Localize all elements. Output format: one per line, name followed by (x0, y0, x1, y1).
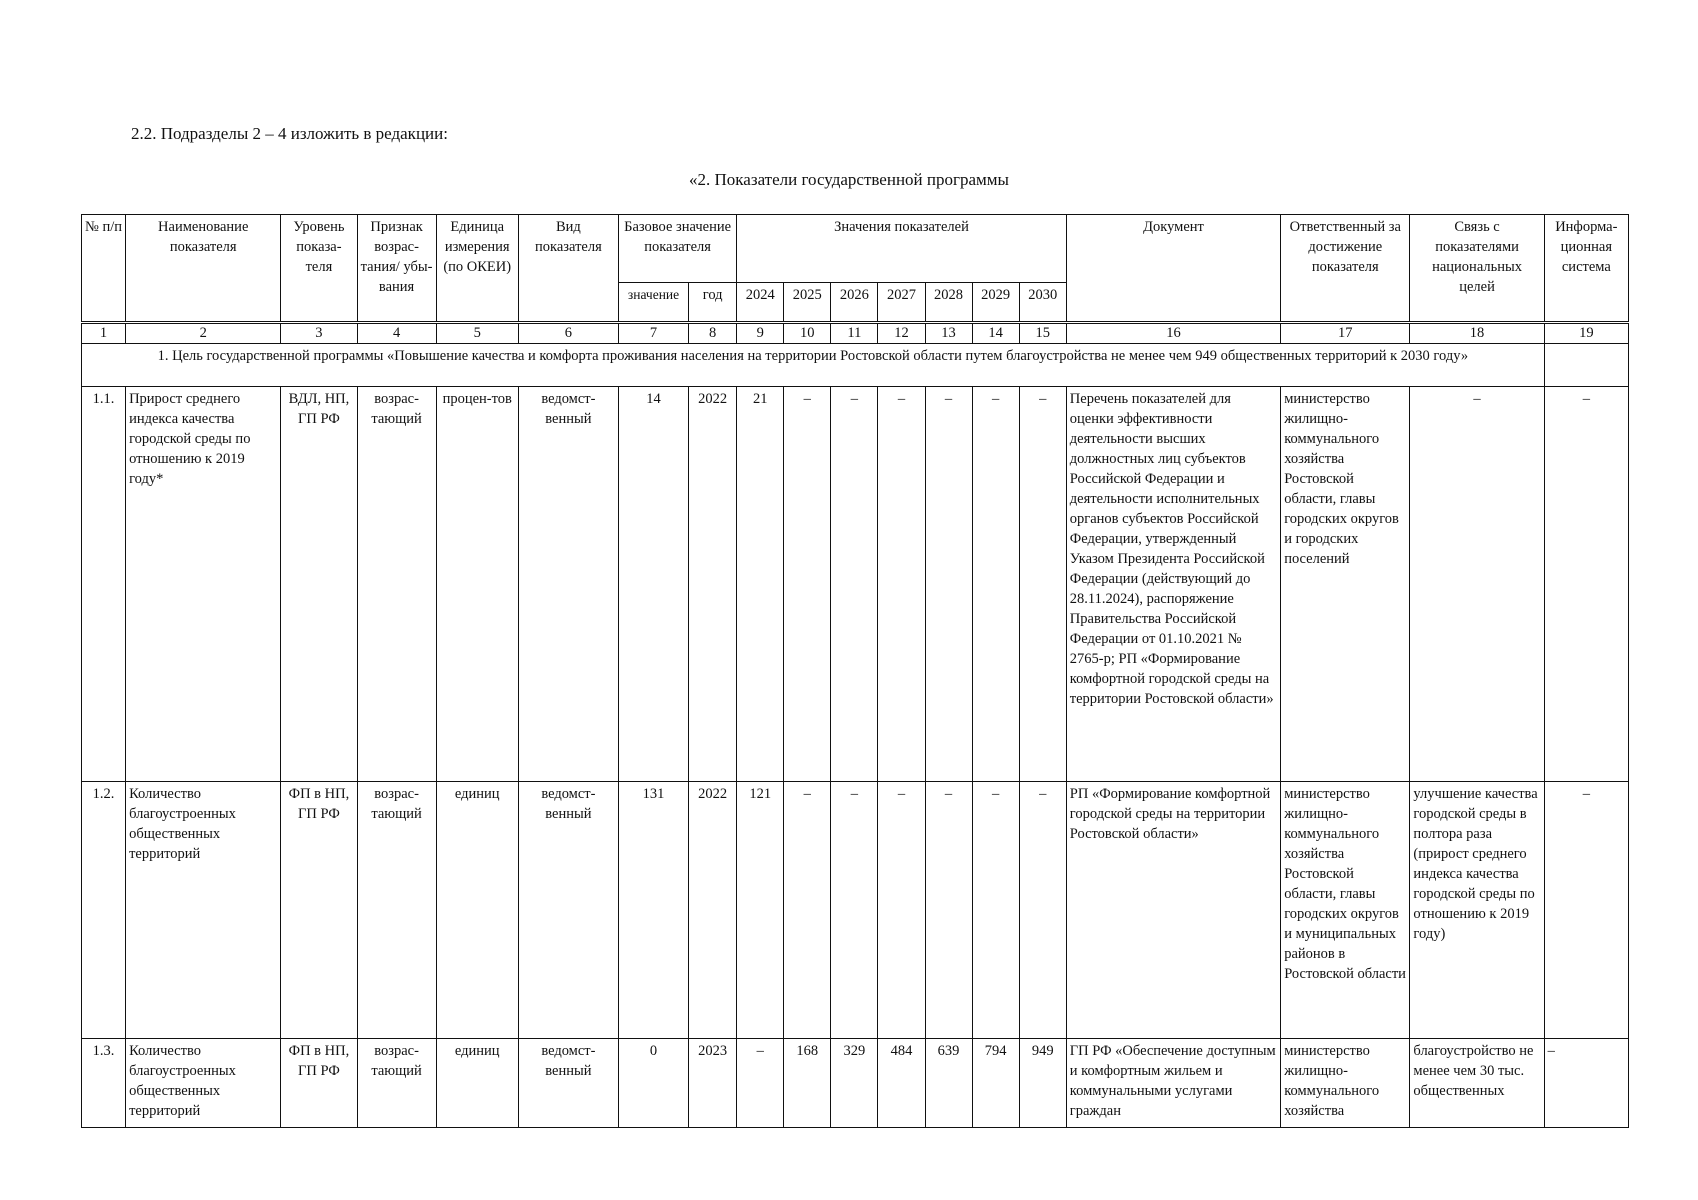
table-row (82, 781, 1629, 1038)
col-number: 7 (618, 323, 688, 344)
goal-text: 1. Цель государственной программы «Повышение качества и комфорта проживания населения на территории Ростовской области путем благоустройства не менее чем 949 общественных территорий к 2030 году» (82, 344, 1545, 386)
row-unit: единиц (436, 1038, 518, 1127)
header-base-value: значение (618, 283, 688, 323)
row-resp: министерство жилищно-коммунального хозяйства Ростовской области, главы городских округов и муниципальных районов в Ростовской области (1281, 781, 1410, 1038)
header-year-2025: 2025 (784, 283, 831, 323)
row-link: – (1410, 386, 1544, 781)
col-number: 13 (925, 323, 972, 344)
row-level: ФП в НП, ГП РФ (281, 1038, 357, 1127)
header-info: Информа-ционная система (1544, 215, 1628, 323)
col-number: 4 (357, 323, 436, 344)
row-resp: министерство жилищно-коммунального хозяйства Ростовской области, главы городских округов и городских поселений (1281, 386, 1410, 781)
row-value-2026: – (831, 781, 878, 1038)
row-value-2026: – (831, 386, 878, 781)
col-number: 16 (1066, 323, 1280, 344)
row-sign: возрас-тающий (357, 1038, 436, 1127)
row-kind: ведомст-венный (518, 386, 618, 781)
row-info: – (1544, 386, 1628, 781)
row-value-2025: 168 (784, 1038, 831, 1127)
header-base: Базовое значение показателя (618, 215, 736, 283)
header-level: Уровень показа-теля (281, 215, 357, 323)
header-resp: Ответственный за достижение показателя (1281, 215, 1410, 323)
row-resp: министерство жилищно-коммунального хозяйства (1281, 1038, 1410, 1127)
row-value-2030: – (1019, 386, 1066, 781)
row-value-2024: 21 (737, 386, 784, 781)
header-values: Значения показателей (737, 215, 1067, 283)
header-doc: Документ (1066, 215, 1280, 323)
row-doc: ГП РФ «Обеспечение доступным и комфортным жильем и коммунальными услугами граждан (1066, 1038, 1280, 1127)
row-value-2029: – (972, 781, 1019, 1038)
row-value-2027: – (878, 386, 925, 781)
row-base-value: 131 (618, 781, 688, 1038)
row-base-year: 2023 (689, 1038, 737, 1127)
goal-row (82, 344, 1629, 386)
header-year-2026: 2026 (831, 283, 878, 323)
row-unit: процен-тов (436, 386, 518, 781)
row-name: Прирост среднего индекса качества городской среды по отношению к 2019 году* (126, 386, 281, 781)
col-number: 10 (784, 323, 831, 344)
row-doc: Перечень показателей для оценки эффективности деятельности высших должностных лиц субъектов Российской Федерации и деятельности исполнительных органов субъектов Российской Федерации, утвержденный Указом Президента Российской Федерации (действующий до 28.11.2024), распоряжение Правительства Российской Федерации от 01.10.2021 № 2765-р; РП «Формирование комфортной городской среды на территории Ростовской области» (1066, 386, 1280, 781)
header-sign: Признак возрас-тания/ убы-вания (357, 215, 436, 323)
col-number: 8 (689, 323, 737, 344)
row-base-year: 2022 (689, 386, 737, 781)
row-value-2028: – (925, 781, 972, 1038)
row-value-2028: – (925, 386, 972, 781)
row-no: 1.2. (82, 781, 126, 1038)
row-value-2025: – (784, 781, 831, 1038)
header-year-2029: 2029 (972, 283, 1019, 323)
row-level: ВДЛ, НП, ГП РФ (281, 386, 357, 781)
row-value-2030: 949 (1019, 1038, 1066, 1127)
row-value-2027: 484 (878, 1038, 925, 1127)
row-link: благоустройство не менее чем 30 тыс. общественных (1410, 1038, 1544, 1127)
column-number-row (82, 323, 1629, 344)
header-year-2027: 2027 (878, 283, 925, 323)
table-row (82, 386, 1629, 781)
header-unit: Единица измерения (по ОКЕИ) (436, 215, 518, 323)
col-number: 5 (436, 323, 518, 344)
table-row (82, 1038, 1629, 1127)
col-number: 9 (737, 323, 784, 344)
col-number: 1 (82, 323, 126, 344)
col-number: 15 (1019, 323, 1066, 344)
row-kind: ведомст-венный (518, 781, 618, 1038)
row-base-value: 0 (618, 1038, 688, 1127)
row-value-2024: 121 (737, 781, 784, 1038)
col-number: 6 (518, 323, 618, 344)
header-row-1 (82, 215, 1629, 283)
header-no: № п/п (82, 215, 126, 323)
row-unit: единиц (436, 781, 518, 1038)
header-year-2030: 2030 (1019, 283, 1066, 323)
col-number: 3 (281, 323, 357, 344)
intro-text: 2.2. Подразделы 2 – 4 изложить в редакции: (131, 124, 448, 143)
row-sign: возрас-тающий (357, 781, 436, 1038)
row-value-2029: – (972, 386, 1019, 781)
indicators-table (81, 214, 1629, 1128)
col-number: 18 (1410, 323, 1544, 344)
row-link: улучшение качества городской среды в полтора раза (прирост среднего индекса качества городской среды по отношению к 2019 году) (1410, 781, 1544, 1038)
header-year-2028: 2028 (925, 283, 972, 323)
row-value-2026: 329 (831, 1038, 878, 1127)
row-value-2030: – (1019, 781, 1066, 1038)
row-value-2027: – (878, 781, 925, 1038)
row-name: Количество благоустроенных общественных территорий (126, 781, 281, 1038)
col-number: 17 (1281, 323, 1410, 344)
row-no: 1.1. (82, 386, 126, 781)
row-value-2025: – (784, 386, 831, 781)
header-name: Наименование показателя (126, 215, 281, 323)
row-info: – (1544, 781, 1628, 1038)
row-base-value: 14 (618, 386, 688, 781)
row-value-2024: – (737, 1038, 784, 1127)
header-link: Связь с показателями национальных целей (1410, 215, 1544, 323)
row-level: ФП в НП, ГП РФ (281, 781, 357, 1038)
row-base-year: 2022 (689, 781, 737, 1038)
col-number: 12 (878, 323, 925, 344)
header-year-2024: 2024 (737, 283, 784, 323)
row-no: 1.3. (82, 1038, 126, 1127)
row-info: – (1544, 1038, 1628, 1127)
col-number: 19 (1544, 323, 1628, 344)
col-number: 11 (831, 323, 878, 344)
row-name: Количество благоустроенных общественных территорий (126, 1038, 281, 1127)
header-base-year: год (689, 283, 737, 323)
section-title: «2. Показатели государственной программы (689, 170, 1009, 189)
row-value-2028: 639 (925, 1038, 972, 1127)
row-kind: ведомст-венный (518, 1038, 618, 1127)
row-doc: РП «Формирование комфортной городской среды на территории Ростовской области» (1066, 781, 1280, 1038)
col-number: 14 (972, 323, 1019, 344)
goal-info-cell (1544, 344, 1628, 386)
col-number: 2 (126, 323, 281, 344)
row-sign: возрас-тающий (357, 386, 436, 781)
header-kind: Вид показателя (518, 215, 618, 323)
row-value-2029: 794 (972, 1038, 1019, 1127)
